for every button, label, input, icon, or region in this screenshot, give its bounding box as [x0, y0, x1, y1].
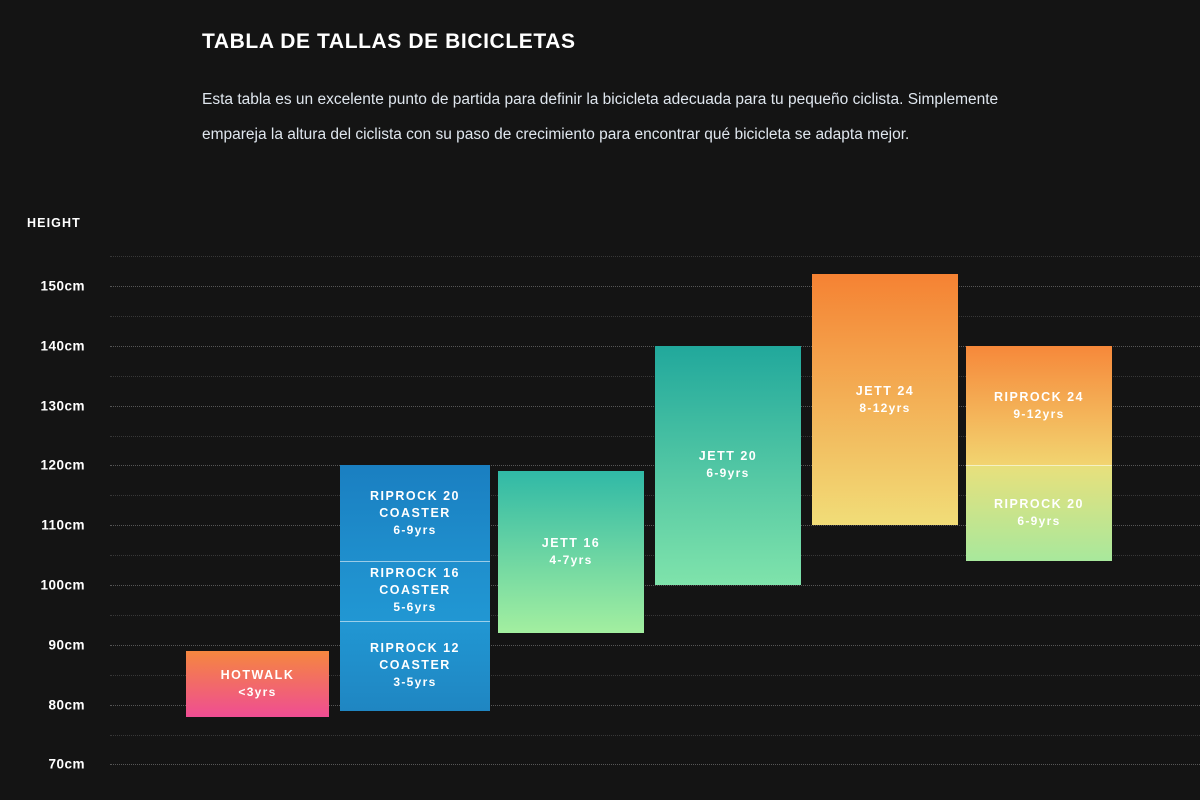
chart-bar-segment[interactable] [655, 346, 801, 585]
y-axis-tick-label: 140cm [40, 338, 85, 354]
segment-model-label: JETT 20 [698, 449, 758, 464]
gridline-minor [110, 735, 1200, 736]
segment-model-label: HOTWALK [220, 667, 295, 682]
y-axis-title: HEIGHT [27, 216, 81, 230]
y-axis-tick-label: 130cm [40, 398, 85, 414]
y-axis-tick-label: 120cm [40, 457, 85, 473]
chart-plot-area [40, 240, 1200, 785]
gridline [110, 645, 1200, 646]
y-axis-tick-label: 110cm [41, 517, 85, 533]
chart-bar-segment[interactable] [812, 274, 958, 525]
chart-bar-segment[interactable] [966, 346, 1112, 466]
chart-bar-segment[interactable] [340, 561, 490, 621]
segment-model-label: RIPROCK 20 [993, 497, 1085, 512]
chart-bar-segment[interactable] [340, 465, 490, 561]
y-axis-tick-label: 70cm [48, 756, 85, 772]
gridline-minor [110, 256, 1200, 257]
gridline [110, 585, 1200, 586]
chart-bar-segment[interactable] [340, 621, 490, 711]
segment-age-label: <3yrs [238, 684, 277, 699]
segment-model-label: RIPROCK 24 [993, 389, 1085, 404]
segment-age-label: 8-12yrs [859, 400, 911, 415]
chart-bar-segment[interactable] [498, 471, 644, 632]
gridline [110, 286, 1200, 287]
chart-bar-segment[interactable] [186, 651, 329, 717]
segment-age-label: 6-9yrs [393, 522, 437, 537]
chart-bar[interactable] [186, 651, 329, 717]
chart-bar-segment[interactable] [966, 465, 1112, 561]
y-axis-tick-label: 80cm [48, 697, 85, 713]
segment-age-label: 6-9yrs [1017, 514, 1061, 529]
y-axis-tick-label: 150cm [40, 278, 85, 294]
gridline [110, 764, 1200, 765]
segment-age-label: 5-6yrs [393, 600, 437, 615]
y-axis-tick-label: 100cm [40, 577, 85, 593]
segment-model-label: RIPROCK 16 COASTER [369, 566, 461, 598]
segment-model-label: JETT 16 [541, 536, 601, 551]
chart-bar[interactable] [655, 346, 801, 585]
page-title: TABLA DE TALLAS DE BICICLETAS [202, 30, 576, 53]
y-axis-tick-label: 90cm [48, 637, 85, 653]
chart-bar[interactable] [498, 471, 644, 632]
gridline-minor [110, 615, 1200, 616]
segment-age-label: 4-7yrs [549, 553, 593, 568]
chart-bar[interactable] [340, 465, 490, 710]
chart-bar[interactable] [966, 346, 1112, 561]
gridline-minor [110, 316, 1200, 317]
segment-age-label: 6-9yrs [706, 466, 750, 481]
segment-model-label: JETT 24 [855, 383, 915, 398]
segment-model-label: RIPROCK 12 COASTER [369, 641, 461, 673]
segment-age-label: 3-5yrs [393, 675, 437, 690]
segment-model-label: RIPROCK 20 COASTER [369, 488, 461, 520]
segment-age-label: 9-12yrs [1013, 406, 1065, 421]
intro-text: Esta tabla es un excelente punto de partida para definir la bicicleta adecuada para tu pequeño ciclista. Simplemente empareja la altura del ciclista con su paso de crecimiento para encontrar qué bicicleta se adapta mejor. [202, 91, 999, 143]
chart-bar[interactable] [812, 274, 958, 525]
